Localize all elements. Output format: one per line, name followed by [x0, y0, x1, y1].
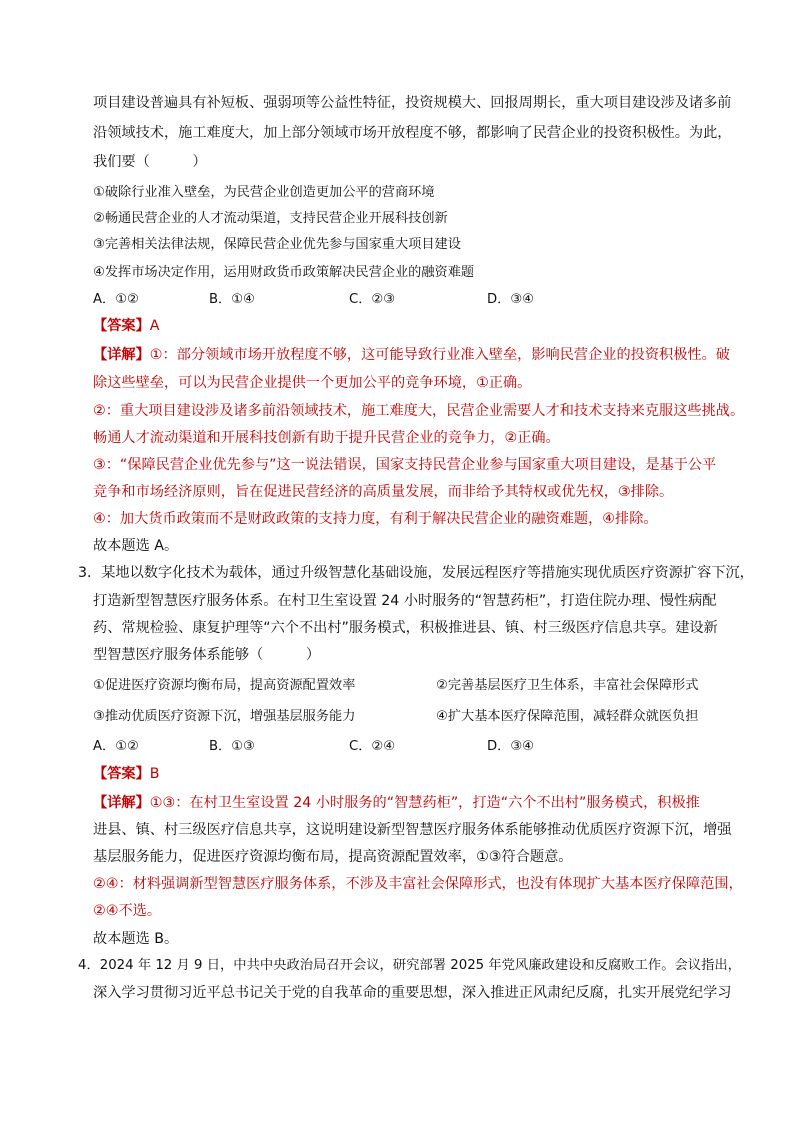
choice-d: D．③④ — [487, 739, 534, 754]
answer-label: 【答案】 — [93, 318, 150, 334]
choice-c: C．②④ — [349, 739, 396, 754]
q2-conclusion: 故本题选 A。 — [93, 538, 179, 554]
answer-value: B — [149, 766, 160, 782]
answer-label: 【答案】 — [93, 766, 150, 782]
q4-stem-line: 4．2024 年 12 月 9 日，中共中央政治局召开会议，研究部署 2025 年党风廉政建设和反腐败工作。会议指出， — [78, 958, 741, 973]
q2-statement: ②畅通民营企业的人才流动渠道，支持民营企业开展科技创新 — [93, 211, 448, 226]
q2-statement: ①破除行业准入壁垒，为民营企业创造更加公平的营商环境 — [93, 185, 435, 200]
q2-stem-line: 我们要（ ） — [93, 154, 207, 170]
q3-stem-line: 型智慧医疗服务体系能够（ ） — [93, 647, 321, 663]
q2-analysis-line: 除这些壁垒，可以为民营企业提供一个更加公平的竞争环境，①正确。 — [93, 375, 532, 391]
q3-stem-line: 药、常规检验、康复护理等“六个不出村”服务模式，积极推进县、镇、村三级医疗信息共享。建设新 — [93, 620, 718, 636]
choice-b: B．①③ — [209, 739, 255, 754]
q2-stem-line: 沿领域技术，施工难度大，加上部分领域市场开放程度不够，都影响了民营企业的投资积极性。为此， — [93, 125, 732, 141]
q3-statement: ②完善基层医疗卫生体系，丰富社会保障形式 — [436, 678, 699, 693]
q2-analysis-line — [93, 345, 733, 365]
choice-b: B．①④ — [209, 292, 255, 307]
q3-stem-line: 3．某地以数字化技术为载体，通过升级智慧化基础设施，发展远程医疗等措施实现优质医疗资源扩容下沉， — [78, 565, 754, 581]
q2-analysis-line: 竞争和市场经济原则，旨在促进民营经济的高质量发展，而非给予其特权或优先权，③排除。 — [93, 484, 674, 500]
choice-d: D．③④ — [487, 292, 534, 307]
choice-a: A．①② — [93, 292, 139, 307]
q3-statement: ③推动优质医疗资源下沉，增强基层服务能力 — [93, 709, 356, 724]
q2-analysis-line: ②：重大项目建设涉及诸多前沿领域技术，施工难度大，民营企业需要人才和技术支持来克服这些挑战。 — [93, 403, 745, 419]
q2-analysis-line: ③：“保障民营企业优先参与”这一说法错误，国家支持民营企业参与国家重大项目建设，是基于公平 — [93, 457, 717, 473]
answer-value: A — [149, 318, 160, 334]
analysis-text: ①：部分领域市场开放程度不够，这可能导致行业准入壁垒，影响民营企业的投资积极性。破 — [149, 347, 730, 363]
q3-analysis-line — [93, 793, 733, 813]
q3-analysis-line: 基层服务能力，促进医疗资源均衡布局，提高资源配置效率，①③符合题意。 — [93, 849, 573, 865]
q4-stem-line: 深入学习贯彻习近平总书记关于党的自我革命的重要思想，深入推进正风肃纪反腐，扎实开展党纪学习 — [93, 985, 732, 1001]
q2-analysis-line: 畅通人才流动渠道和开展科技创新有助于提升民营企业的竞争力，②正确。 — [93, 430, 560, 446]
q3-statement: ①促进医疗资源均衡布局，提高资源配置效率 — [93, 678, 356, 693]
q2-answer — [93, 316, 733, 336]
q2-statement: ③完善相关法律法规，保障民营企业优先参与国家重大项目建设 — [93, 237, 461, 252]
q3-analysis-line: 进县、镇、村三级医疗信息共享，这说明建设新型智慧医疗服务体系能够推动优质医疗资源下沉，增强 — [93, 822, 732, 838]
choice-c: C．②③ — [349, 292, 396, 307]
analysis-label: 【详解】 — [93, 795, 150, 811]
q3-conclusion: 故本题选 B。 — [93, 931, 179, 947]
analysis-text: ①③：在村卫生室设置 24 小时服务的“智慧药柜”，打造“六个不出村”服务模式，积极推 — [149, 795, 700, 811]
q3-analysis-line: ②④：材料强调新型智慧医疗服务体系，不涉及丰富社会保障形式，也没有体现扩大基本医疗保障范围， — [93, 876, 743, 892]
q2-analysis-line: ④：加大货币政策而不是财政政策的支持力度，有利于解决民营企业的融资难题，④排除。 — [93, 511, 658, 527]
q2-stem-line: 项目建设普遍具有补短板、强弱项等公益性特征，投资规模大、回报周期长，重大项目建设涉及诸多前 — [93, 95, 732, 111]
q3-statement: ④扩大基本医疗保障范围，减轻群众就医负担 — [436, 709, 699, 724]
q2-statement: ④发挥市场决定作用，运用财政货币政策解决民营企业的融资难题 — [93, 265, 475, 280]
q3-answer — [93, 764, 733, 784]
q3-stem-line: 打造新型智慧医疗服务体系。在村卫生室设置 24 小时服务的“智慧药柜”，打造住院办理、慢性病配 — [93, 593, 717, 609]
choice-a: A．①② — [93, 739, 139, 754]
analysis-label: 【详解】 — [93, 347, 150, 363]
q3-analysis-line: ②④不选。 — [93, 903, 162, 919]
